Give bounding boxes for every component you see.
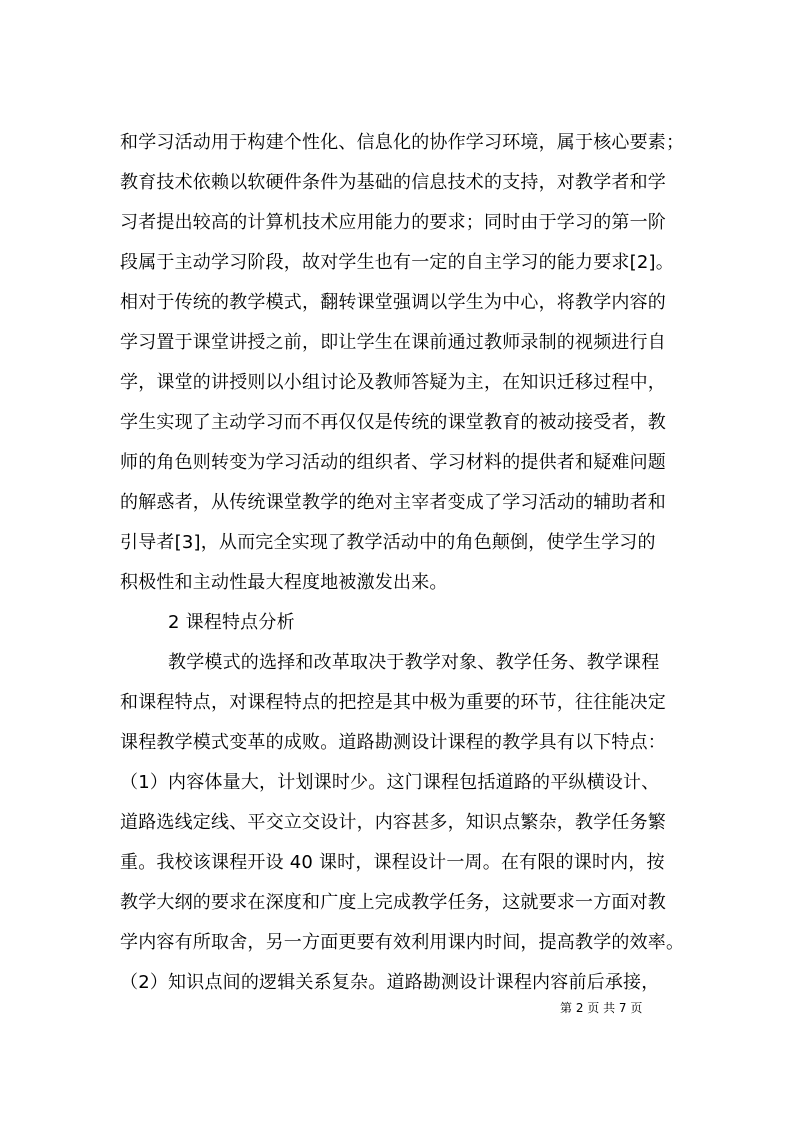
body-line-20: 教学大纲的要求在深度和广度上完成教学任务，这就要求一方面对教 — [120, 892, 666, 913]
body-line-22: （2）知识点间的逻辑关系复杂。道路勘测设计课程内容前后承接， — [120, 972, 660, 993]
page-number-footer: 第 2 页 共 7 页 — [560, 1001, 643, 1015]
section-heading: 2 课程特点分析 — [168, 612, 295, 633]
body-line-21: 学内容有所取舍，另一方面更要有效利用课内时间，提高教学的效率。 — [120, 932, 685, 953]
body-line-7: 学，课堂的讲授则以小组讨论及教师答疑为主，在知识迁移过程中， — [120, 372, 666, 393]
body-line-16: 课程教学模式变革的成败。道路勘测设计课程的教学具有以下特点： — [120, 732, 666, 753]
body-line-4: 段属于主动学习阶段，故对学生也有一定的自主学习的能力要求[2]。 — [120, 252, 674, 273]
body-line-12: 积极性和主动性最大程度地被激发出来。 — [120, 572, 448, 593]
body-line-6: 学习置于课堂讲授之前，即让学生在课前通过教师录制的视频进行自 — [120, 332, 666, 353]
body-line-11: 引导者[3]，从而完全实现了教学活动中的角色颠倒，使学生学习的 — [120, 532, 656, 553]
body-line-3: 习者提出较高的计算机技术应用能力的要求；同时由于学习的第一阶 — [120, 212, 666, 233]
body-line-5: 相对于传统的教学模式，翻转课堂强调以学生为中心，将教学内容的 — [120, 292, 666, 313]
body-line-17: （1）内容体量大，计划课时少。这门课程包括道路的平纵横设计、 — [120, 772, 660, 793]
body-line-15: 和课程特点，对课程特点的把控是其中极为重要的环节，往往能决定 — [120, 692, 666, 713]
body-line-19: 重。我校该课程开设 40 课时，课程设计一周。在有限的课时内，按 — [120, 852, 665, 873]
body-line-9: 师的角色则转变为学习活动的组织者、学习材料的提供者和疑难问题 — [120, 452, 666, 473]
body-line-8: 学生实现了主动学习而不再仅仅是传统的课堂教育的被动接受者，教 — [120, 412, 666, 433]
body-line-18: 道路选线定线、平交立交设计，内容甚多，知识点繁杂，教学任务繁 — [120, 812, 666, 833]
body-line-10: 的解惑者，从传统课堂教学的绝对主宰者变成了学习活动的辅助者和 — [120, 492, 666, 513]
body-line-2: 教育技术依赖以软硬件条件为基础的信息技术的支持，对教学者和学 — [120, 172, 666, 193]
body-line-1: 和学习活动用于构建个性化、信息化的协作学习环境，属于核心要素； — [120, 132, 685, 153]
body-line-14: 教学模式的选择和改革取决于教学对象、教学任务、教学课程 — [168, 652, 660, 673]
